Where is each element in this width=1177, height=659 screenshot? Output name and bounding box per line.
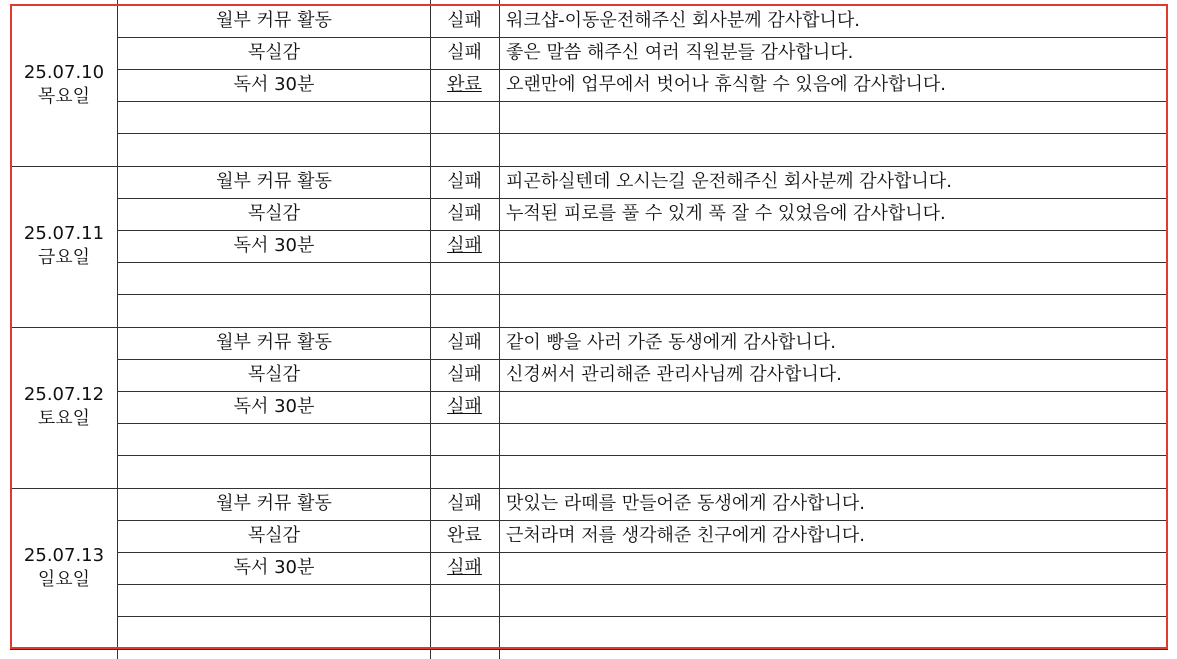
gratitude-note: 오랜만에 업무에서 벗어나 휴식할 수 있음에 감사합니다.: [506, 74, 946, 95]
day-group: [11, 488, 1167, 649]
table-row: [11, 488, 1167, 520]
date-label: 25.07.13: [23, 545, 105, 566]
weekday-label: 금요일: [37, 247, 91, 268]
weekday-label: 일요일: [37, 569, 91, 590]
gratitude-note: [506, 391, 1166, 423]
task-cell: 월부 커뮤 활동: [216, 332, 332, 353]
date-label: 25.07.10: [23, 62, 105, 83]
status-link[interactable]: 실패: [447, 396, 482, 417]
task-cell: 월부 커뮤 활동: [216, 493, 332, 514]
status-cell: 완료: [447, 525, 482, 546]
task-cell: 독서 30분: [233, 74, 315, 95]
table-row: [11, 101, 1167, 133]
gratitude-note: [506, 230, 1166, 262]
status-cell: 실패: [447, 171, 482, 192]
status-link-cell[interactable]: [430, 552, 499, 584]
table-row: [11, 133, 1167, 165]
status-link[interactable]: 실패: [447, 235, 482, 256]
status-link[interactable]: 완료: [447, 74, 482, 95]
group-divider: [10, 649, 1168, 650]
task-cell: 월부 커뮤 활동: [216, 10, 332, 31]
gratitude-note: 맛있는 라떼를 만들어준 동생에게 감사합니다.: [506, 493, 865, 514]
table-row: [11, 198, 1167, 230]
table-row: [11, 5, 1167, 37]
table-row: [11, 423, 1167, 455]
day-group: [11, 5, 1167, 166]
table-row: [11, 69, 1167, 101]
task-cell: 월부 커뮤 활동: [216, 171, 332, 192]
table-row: [11, 37, 1167, 69]
status-cell: 실패: [447, 332, 482, 353]
table-row: [11, 166, 1167, 198]
gratitude-note: 누적된 피로를 풀 수 있게 푹 잘 수 있었음에 감사합니다.: [506, 203, 946, 224]
gratitude-note: 신경써서 관리해준 관리사님께 감사합니다.: [506, 364, 842, 385]
status-link-cell[interactable]: [430, 69, 499, 101]
gratitude-note: 워크샵-이동운전해주신 회사분께 감사합니다.: [506, 10, 861, 31]
task-cell: 목실감: [247, 525, 301, 546]
weekday-label: 토요일: [37, 408, 91, 429]
status-link-cell[interactable]: [430, 391, 499, 423]
task-cell: 목실감: [247, 203, 301, 224]
task-cell: 독서 30분: [233, 235, 315, 256]
gratitude-note: [506, 552, 1166, 584]
gratitude-note: 피곤하실텐데 오시는길 운전해주신 회사분께 감사합니다.: [506, 171, 952, 192]
status-cell: 실패: [447, 493, 482, 514]
task-cell: 독서 30분: [233, 396, 315, 417]
date-label: 25.07.11: [23, 223, 105, 244]
status-cell: 실패: [447, 10, 482, 31]
table-row: [11, 616, 1167, 648]
gratitude-note: 좋은 말씀 해주신 여러 직원분들 감사합니다.: [506, 42, 854, 63]
table-row: [11, 584, 1167, 616]
status-cell: 실패: [447, 42, 482, 63]
table-row: [11, 391, 1167, 423]
task-cell: 독서 30분: [233, 557, 315, 578]
day-group: [11, 166, 1167, 327]
table-row: [11, 262, 1167, 294]
status-cell: 실패: [447, 364, 482, 385]
table-row: [11, 520, 1167, 552]
table-row: [11, 359, 1167, 391]
task-cell: 목실감: [247, 364, 301, 385]
gratitude-note: 근처라며 저를 생각해준 친구에게 감사합니다.: [506, 525, 865, 546]
status-cell: 실패: [447, 203, 482, 224]
table-row: [11, 455, 1167, 487]
gratitude-note: 같이 빵을 사러 가준 동생에게 감사합니다.: [506, 332, 836, 353]
weekday-label: 목요일: [37, 86, 91, 107]
day-group: [11, 327, 1167, 488]
table-row: [11, 230, 1167, 262]
table-row: [11, 294, 1167, 326]
status-link-cell[interactable]: [430, 230, 499, 262]
date-label: 25.07.12: [23, 384, 105, 405]
task-cell: 목실감: [247, 42, 301, 63]
table-row: [11, 327, 1167, 359]
table-row: [11, 552, 1167, 584]
status-link[interactable]: 실패: [447, 557, 482, 578]
